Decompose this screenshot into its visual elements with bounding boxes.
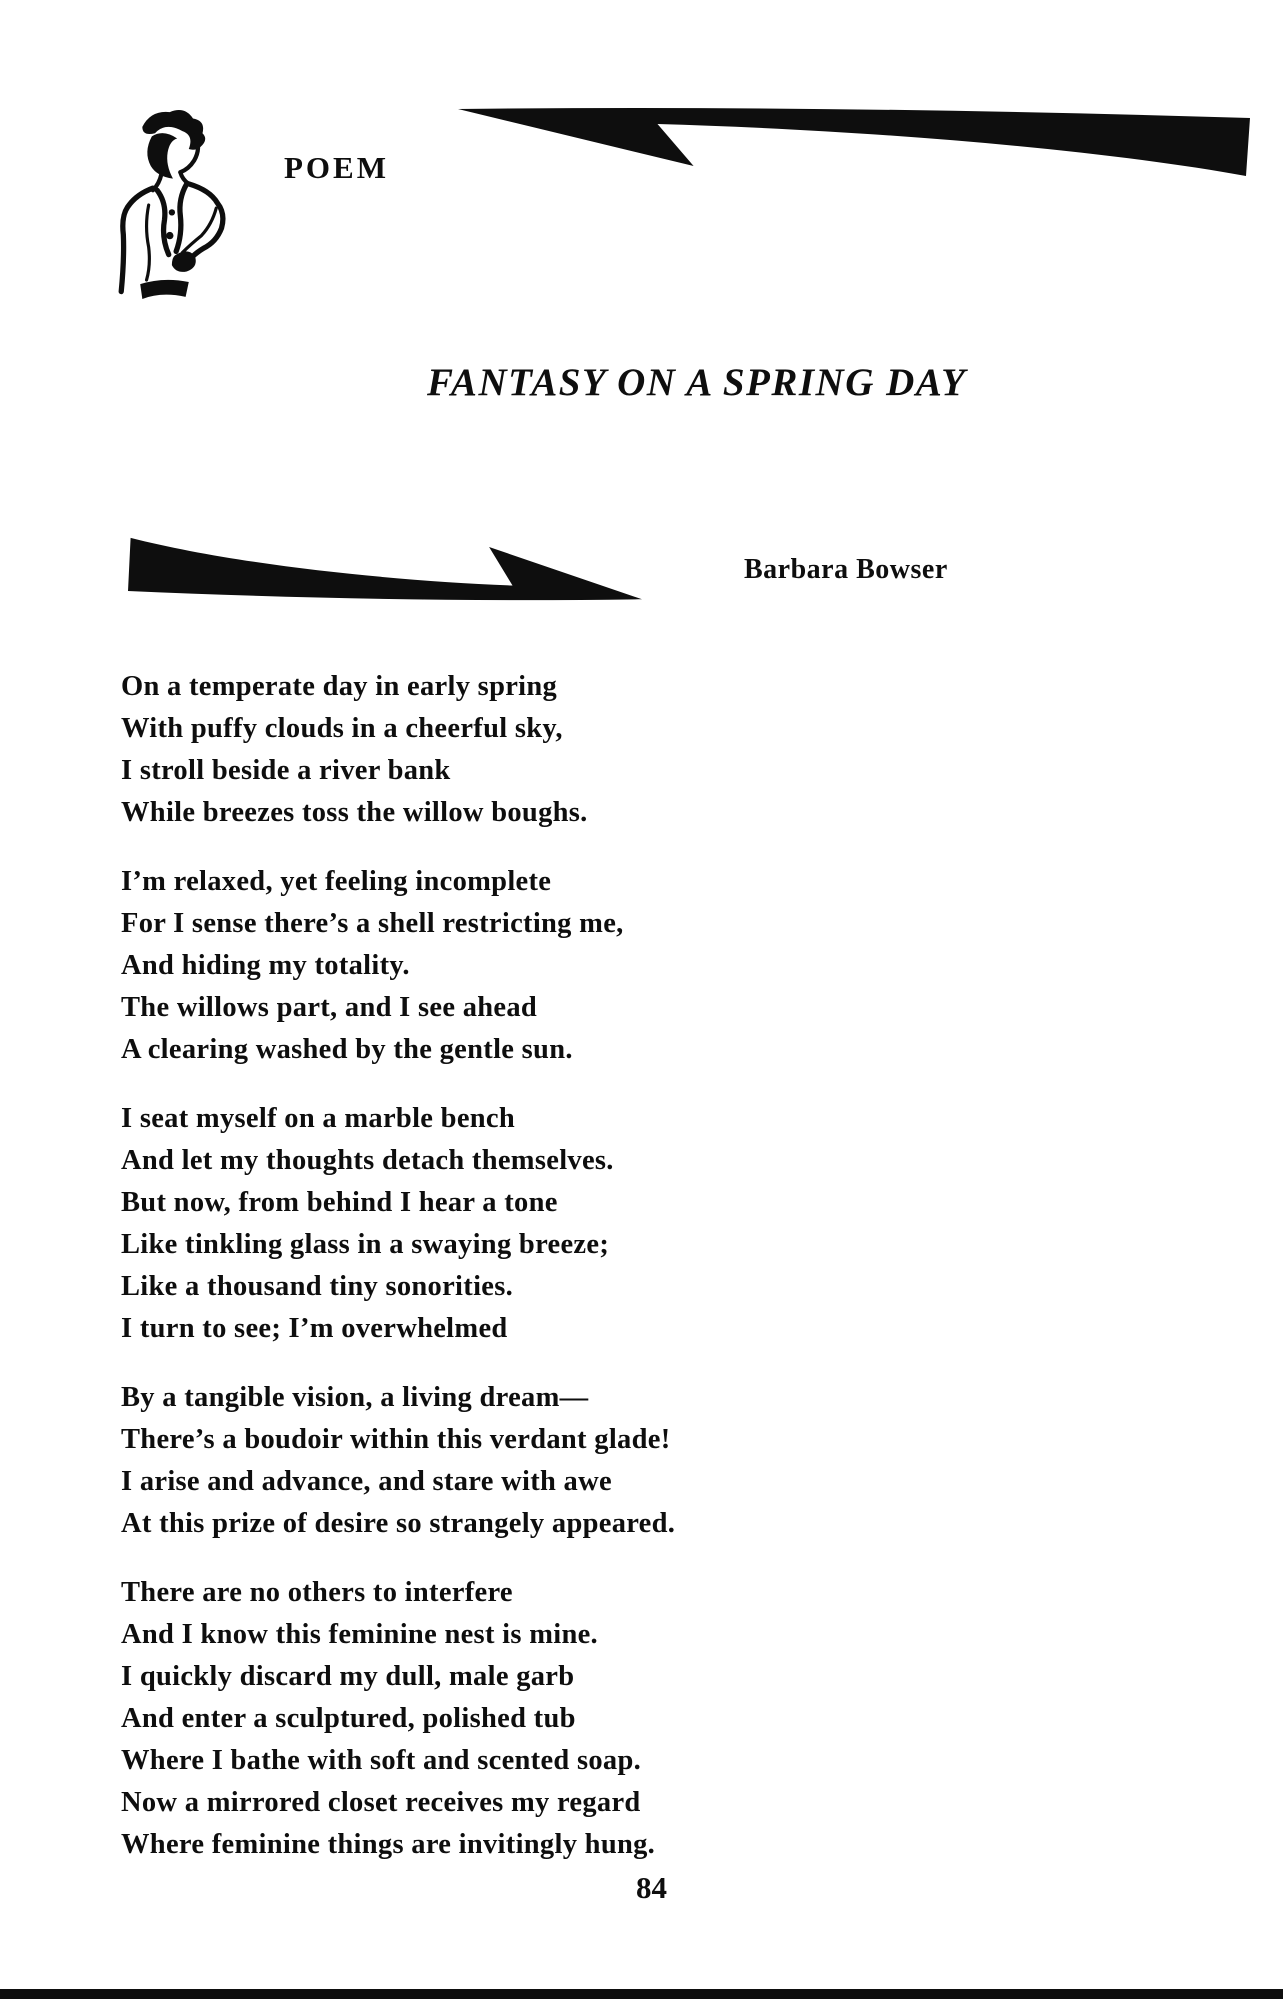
poem-line: Where feminine things are invitingly hung. xyxy=(121,1829,656,1860)
poem-line: For I sense there’s a shell restricting me, xyxy=(121,908,624,939)
stanza xyxy=(121,1377,841,1545)
poem-body xyxy=(121,666,841,1893)
poem-line: A clearing washed by the gentle sun. xyxy=(121,1034,573,1065)
stanza xyxy=(121,1572,841,1866)
poem-line: But now, from behind I hear a tone xyxy=(121,1187,558,1218)
poem-line: Like tinkling glass in a swaying breeze; xyxy=(121,1229,610,1260)
swoosh-arrow-right-icon xyxy=(128,536,642,602)
scan-edge-bar xyxy=(0,1989,1283,1999)
poem-line: I’m relaxed, yet feeling incomplete xyxy=(121,866,552,897)
poem-line: On a temperate day in early spring xyxy=(121,671,558,702)
poem-line: And hiding my totality. xyxy=(121,950,410,981)
person-sketch-illustration xyxy=(110,110,238,300)
poem-line: I seat myself on a marble bench xyxy=(121,1103,516,1134)
stanza xyxy=(121,1098,841,1350)
person-sketch-icon xyxy=(110,110,238,300)
poem-line: And let my thoughts detach themselves. xyxy=(121,1145,614,1176)
poem-line: At this prize of desire so strangely appeared. xyxy=(121,1508,676,1539)
section-label: POEM xyxy=(284,150,389,185)
poem-line: I stroll beside a river bank xyxy=(121,755,451,786)
author-byline: Barbara Bowser xyxy=(744,554,948,585)
poem-line: Like a thousand tiny sonorities. xyxy=(121,1271,514,1302)
poem-line: With puffy clouds in a cheerful sky, xyxy=(121,713,563,744)
poem-line: There’s a boudoir within this verdant glade! xyxy=(121,1424,671,1455)
poem-line: By a tangible vision, a living dream— xyxy=(121,1382,589,1413)
poem-line: And I know this feminine nest is mine. xyxy=(121,1619,598,1650)
poem-line: And enter a sculptured, polished tub xyxy=(121,1703,576,1734)
poem-line: There are no others to interfere xyxy=(121,1577,513,1608)
poem-line: The willows part, and I see ahead xyxy=(121,992,538,1023)
poem-line: While breezes toss the willow boughs. xyxy=(121,797,588,828)
poem-line: Where I bathe with soft and scented soap. xyxy=(121,1745,642,1776)
poem-line: I turn to see; I’m overwhelmed xyxy=(121,1313,508,1344)
poem-line: I arise and advance, and stare with awe xyxy=(121,1466,612,1497)
stanza xyxy=(121,861,841,1071)
swoosh-arrow-left-icon xyxy=(458,106,1250,178)
poem-line: Now a mirrored closet receives my regard xyxy=(121,1787,641,1818)
page-number: 84 xyxy=(636,1870,667,1905)
stanza xyxy=(121,666,841,834)
poem-line: I quickly discard my dull, male garb xyxy=(121,1661,575,1692)
poem-title: FANTASY ON A SPRING DAY xyxy=(427,361,967,404)
